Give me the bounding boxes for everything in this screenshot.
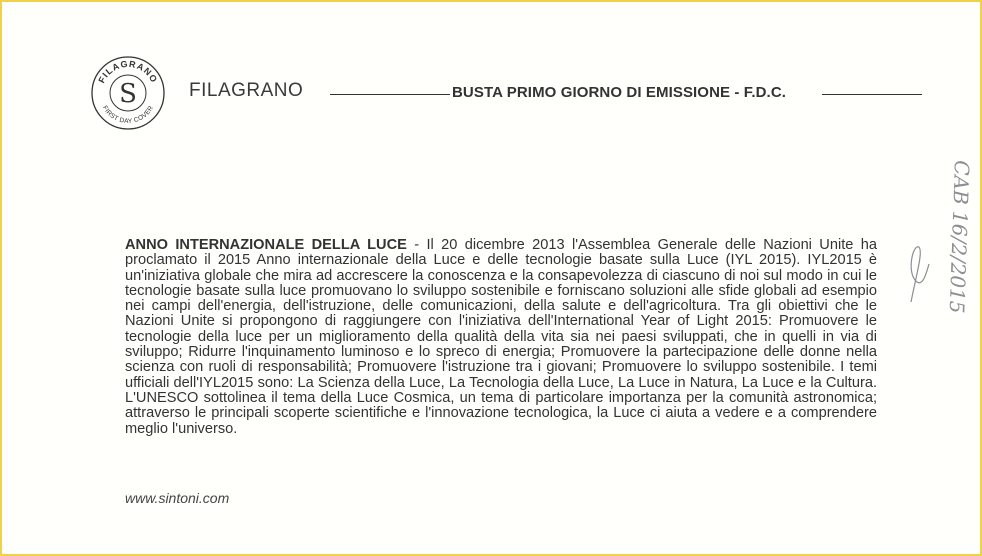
description-text: - Il 20 dicembre 2013 l'Assemblea Generale delle Nazioni Unite ha proclamato il 2015 Anno internazionale della Luce e delle tecnologie basate sulla Luce (IYL 2015). IYL2015 è un'iniziativa globale che mira ad accrescere la conoscenza e la consapevolezza di ciascuno di noi sul modo in cui le tecnologie basate sulla luce promuovano lo sviluppo sostenibile e forniscano soluzioni alle sfide globali ad esempio nei campi dell'energia, dell'istruzione, delle comunicazioni, della salute e dell'agricoltura. Tra gli obiettivi che le Nazioni Unite si propongono di raggiungere con l'iniziativa dell'International Year of Light 2015: Promuovere le tecnologie della luce per un miglioramento della qualità della vita sia nei paesi sviluppati, che in quelli in via di sviluppo; Ridurre l'inquinamento luminoso e lo spreco di energia; Promuovere la partecipazione delle donne nella scienza con ruoli di responsabilità; Promuovere l'istruzione tra i giovani; Promuovere lo sviluppo sostenibile. I temi ufficiali dell'IYL2015 sono: La Scienza della Luce, La Tecnologia della Luce, La Luce in Natura, La Luce e la Cultura. L'UNESCO sottolinea il tema della Luce Cosmica, un tema di particolare importanza per la comunità astronomica; attraverso le principali scoperte scientifiche e l'innovazione tecnologica, la Luce ci aiuta a vedere e a comprendere meglio l'universo. — [125, 237, 877, 437]
handwritten-note-text: CAB 16/2/2015 — [944, 159, 974, 314]
pencil-squiggle — [911, 247, 929, 302]
logo-ring-top-text: FILAGRANO — [96, 58, 160, 85]
logo-ring-bottom-text: FIRST DAY COVER — [100, 104, 156, 126]
fdc-title: BUSTA PRIMO GIORNO DI EMISSIONE - F.D.C. — [452, 84, 787, 101]
logo-center-letter: S — [119, 79, 137, 109]
header-rule-right — [822, 94, 922, 95]
pencil-annotation — [897, 152, 977, 332]
filagrano-seal-icon — [90, 55, 166, 131]
website-link[interactable]: www.sintoni.com — [125, 490, 230, 506]
description-paragraph — [125, 238, 877, 437]
filagrano-logo — [90, 55, 166, 131]
brand-name: FILAGRANO — [189, 80, 304, 101]
handwritten-note — [897, 152, 977, 332]
description-lead: ANNO INTERNAZIONALE DELLA LUCE — [125, 237, 407, 253]
header-rule-left — [330, 94, 450, 95]
